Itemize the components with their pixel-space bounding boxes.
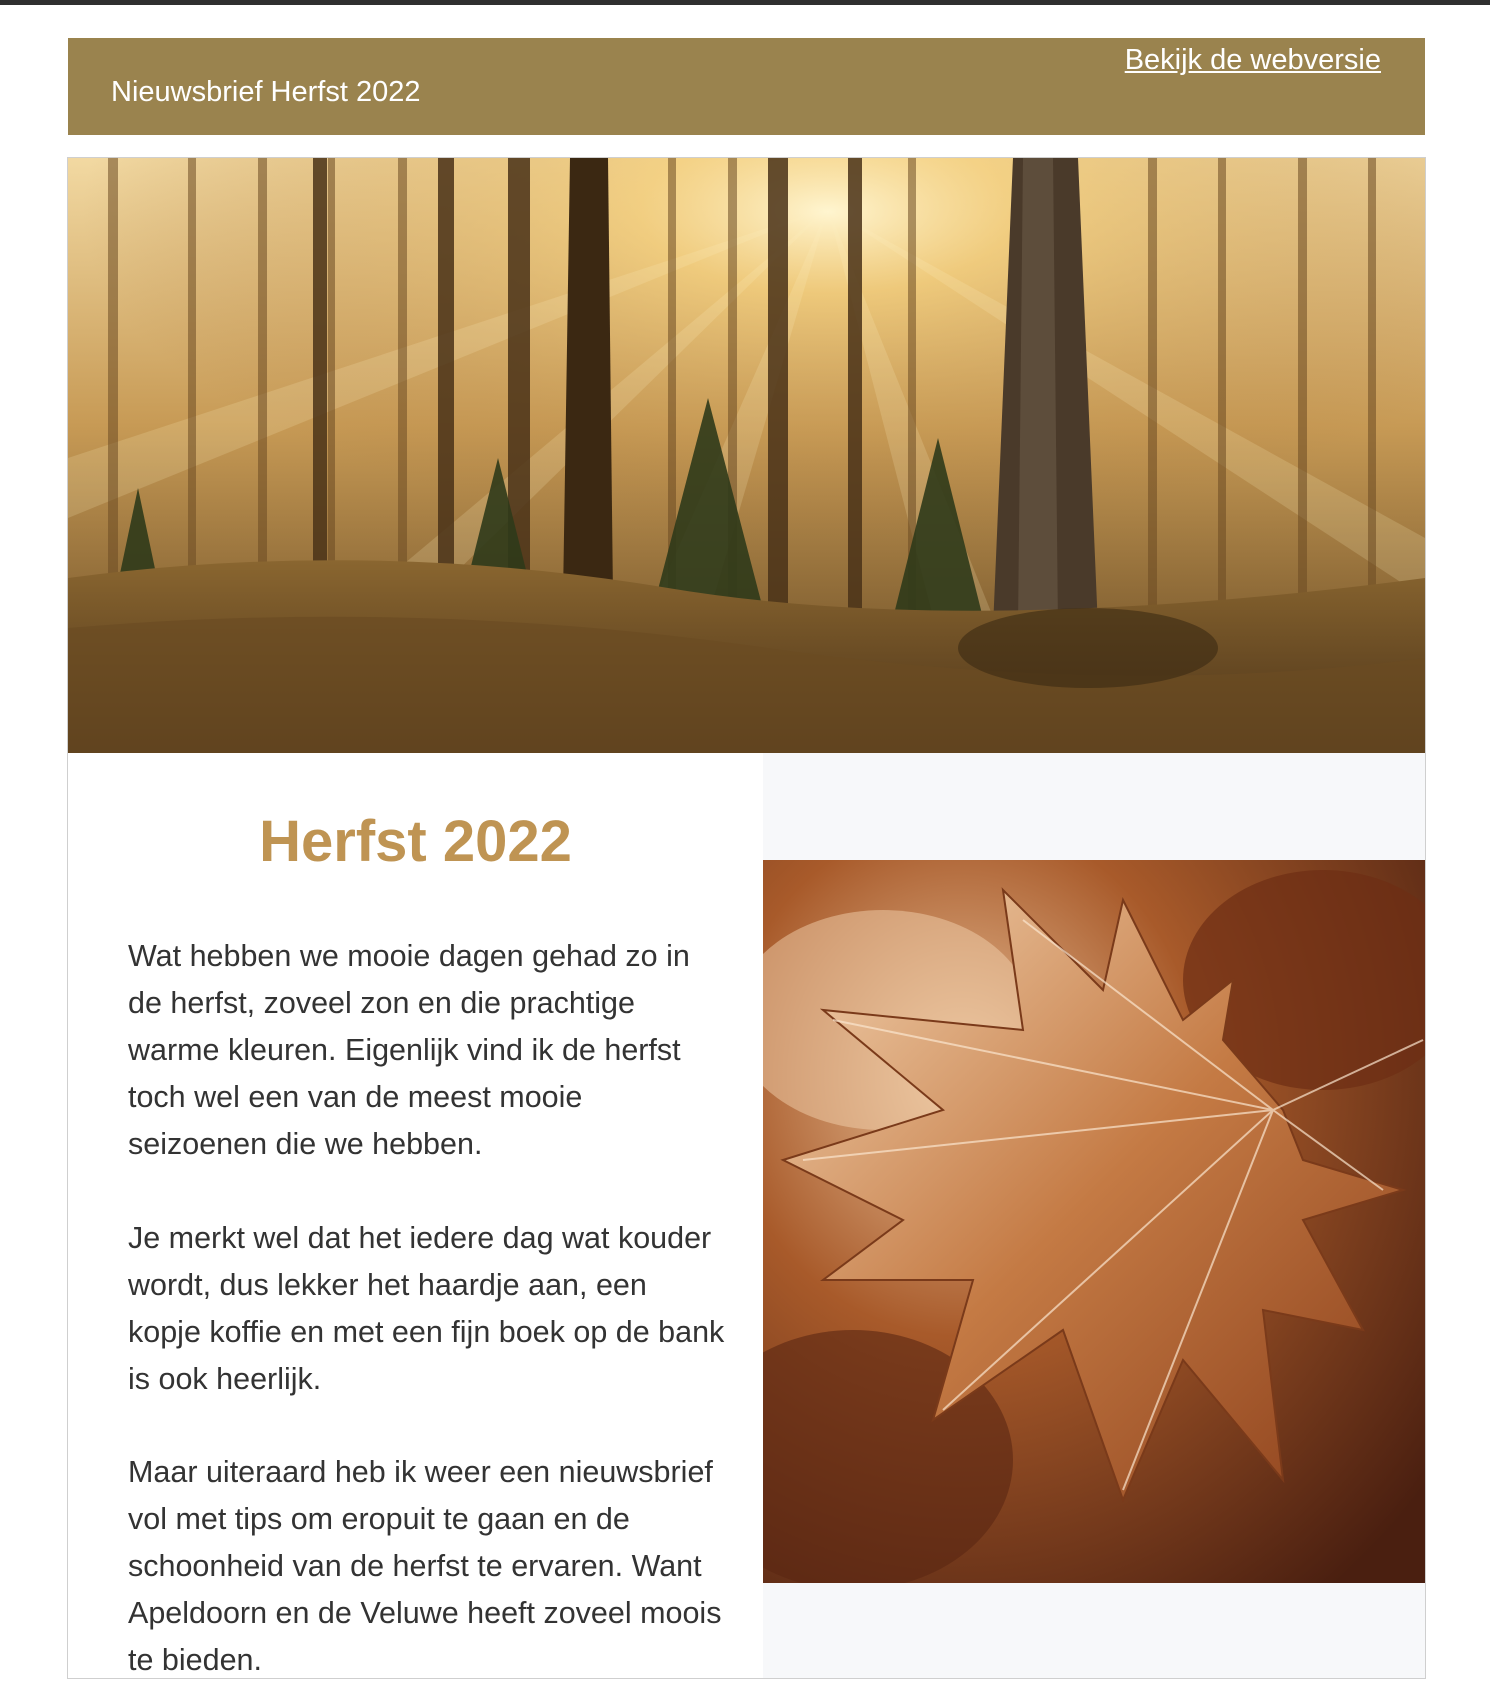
- article-paragraph-3: Maar uiteraard heb ik weer een nieuwsbrief vol met tips om eropuit te gaan en de schoonheid van de herfst te ervaren. Want Apeldoorn en de Veluwe heeft zoveel moois te bieden.: [128, 1455, 722, 1677]
- article-paragraph-2: Je merkt wel dat het iedere dag wat kouder wordt, dus lekker het haardje aan, een kopje koffie en met een fijn boek op de bank is ook heerlijk.: [128, 1221, 725, 1396]
- top-edge-bar: [0, 0, 1490, 5]
- article-heading: Herfst 2022: [259, 809, 572, 874]
- article-paragraph-1: Wat hebben we mooie dagen gehad zo in de herfst, zoveel zon en die prachtige warme kleuren. Eigenlijk vind ik de herfst toch wel een van de meest mooie seizoenen die we hebben.: [128, 939, 690, 1161]
- newsletter-body: [67, 157, 1426, 1679]
- newsletter-header: [68, 38, 1425, 135]
- newsletter-title: Nieuwsbrief Herfst 2022: [111, 76, 421, 108]
- hero-forest-image: [68, 158, 1425, 753]
- maple-leaf-illustration: [763, 860, 1425, 1583]
- article-image-column: [763, 753, 1425, 1678]
- article-text-column: [68, 753, 763, 1678]
- forest-illustration: [68, 158, 1425, 753]
- maple-leaf-image: [763, 860, 1425, 1583]
- web-version-link[interactable]: Bekijk de webversie: [1124, 44, 1381, 76]
